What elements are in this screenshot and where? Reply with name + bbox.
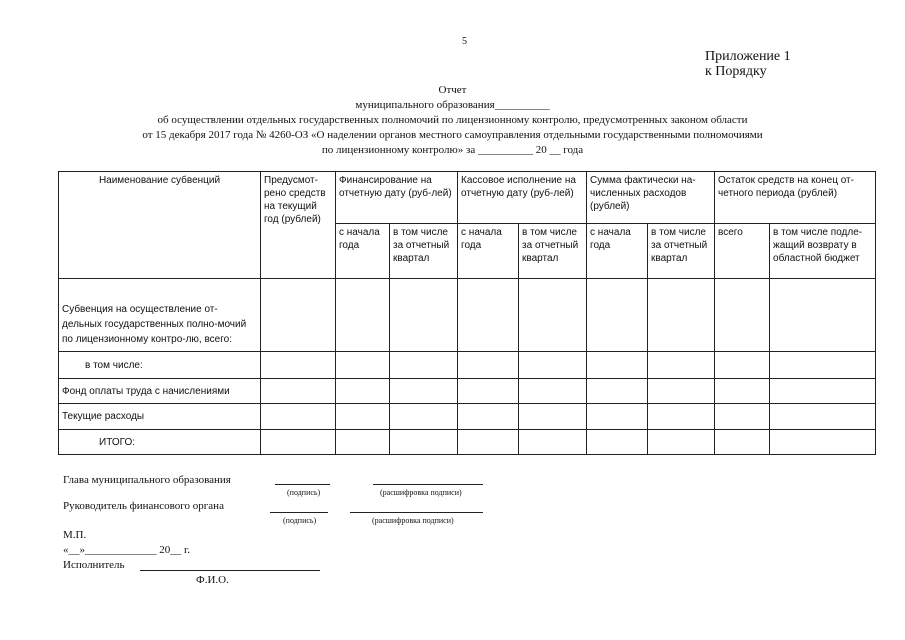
date-line: «__»_____________ 20__ г. xyxy=(63,544,191,556)
table-row xyxy=(59,352,876,379)
appendix-line-2: к Порядку xyxy=(705,64,767,79)
head-signature-caption: (подпись) xyxy=(287,488,321,497)
header-actual-expenses: Сумма фактически на-численных расходов (рублей) xyxy=(587,172,715,224)
header-financing: Финансирование на отчетную дату (руб-лей) xyxy=(336,172,458,224)
table-row xyxy=(59,430,876,455)
executor-fio-caption: Ф.И.О. xyxy=(196,574,229,586)
report-title: Отчет xyxy=(438,84,467,96)
head-signature-line xyxy=(275,484,330,485)
header-planned: Предусмот-рено средств на текущий год (рублей) xyxy=(261,172,336,279)
head-decode-caption: (расшифровка подписи) xyxy=(380,488,462,497)
header-cash-execution: Кассовое исполнение на отчетную дату (руб-лей) xyxy=(458,172,587,224)
report-subject-line-3: по лицензионному контролю» за __________ 20 __ года xyxy=(321,144,584,156)
subheader-balance-return: в том числе подле-жащий возврату в областной бюджет xyxy=(770,224,876,279)
finance-decode-line xyxy=(350,512,483,513)
head-signature-label: Глава муниципального образования xyxy=(63,474,231,486)
header-balance: Остаток средств на конец от-четного периода (рублей) xyxy=(715,172,876,224)
report-table xyxy=(58,171,876,455)
report-subject-line-2: от 15 декабря 2017 года № 4260-ОЗ «О наделении органов местного самоуправления отдельными государственными полномочиями xyxy=(142,129,763,141)
table-row xyxy=(59,404,876,430)
subheader-financing-quarter: в том числе за отчетный квартал xyxy=(390,224,458,279)
subheader-cash-from-start: с начала года xyxy=(458,224,519,279)
subheader-financing-from-start: с начала года xyxy=(336,224,390,279)
row-label-payroll: Фонд оплаты труда с начислениями xyxy=(59,379,261,404)
table-row xyxy=(59,279,876,352)
finance-signature-caption: (подпись) xyxy=(283,516,317,525)
finance-signature-label: Руководитель финансового органа xyxy=(63,500,224,512)
finance-signature-line xyxy=(270,512,328,513)
executor-label: Исполнитель xyxy=(63,559,125,571)
report-subject-line-1: об осуществлении отдельных государственных полномочий по лицензионному контролю, предусмотренных законом области xyxy=(157,114,748,126)
page-number: 5 xyxy=(462,36,467,47)
finance-decode-caption: (расшифровка подписи) xyxy=(372,516,454,525)
row-label-total: ИТОГО: xyxy=(59,430,261,455)
row-label-current-expenses: Текущие расходы xyxy=(59,404,261,430)
subheader-cash-quarter: в том числе за отчетный квартал xyxy=(519,224,587,279)
subheader-actual-quarter: в том числе за отчетный квартал xyxy=(648,224,715,279)
subheader-actual-from-start: с начала года xyxy=(587,224,648,279)
subheader-balance-total: всего xyxy=(715,224,770,279)
row-label-including: в том числе: xyxy=(59,352,261,379)
report-municipality: муниципального образования__________ xyxy=(355,99,550,111)
header-subvention-name: Наименование субвенций xyxy=(59,172,261,279)
appendix-line-1: Приложение 1 xyxy=(705,49,791,64)
head-decode-line xyxy=(373,484,483,485)
stamp-label: М.П. xyxy=(63,529,87,541)
row-label-subvention-total: Субвенция на осуществление от-дельных государственных полно-мочий по лицензионному контро-лю, всего: xyxy=(59,279,261,352)
table-row xyxy=(59,379,876,404)
executor-line xyxy=(140,570,320,571)
